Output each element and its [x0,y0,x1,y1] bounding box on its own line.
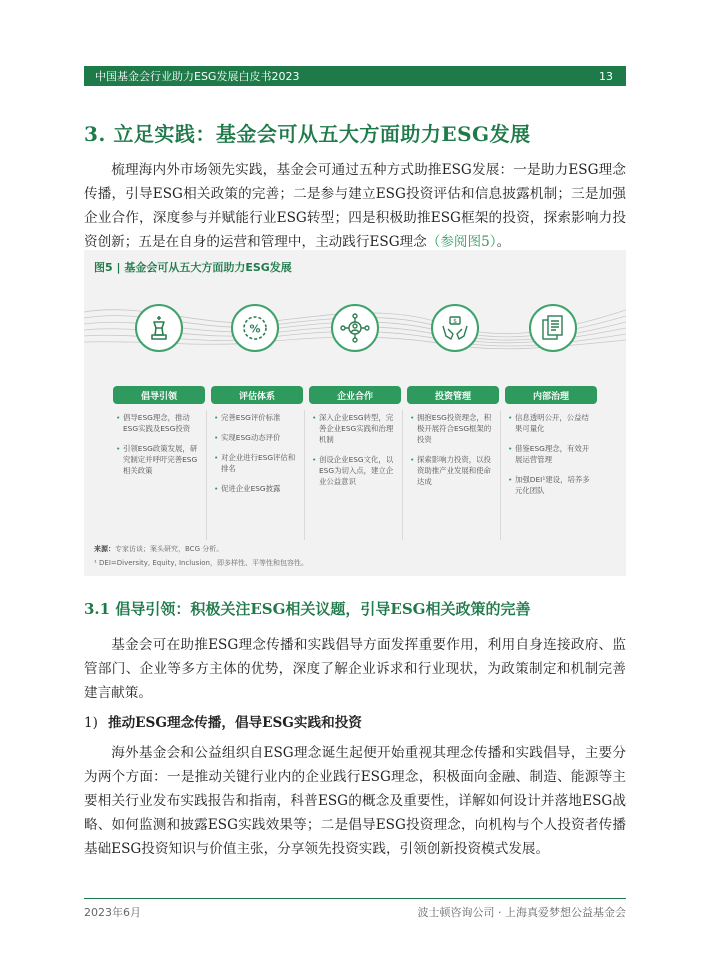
list-item: • 对企业进行ESG评估和排名 [214,452,300,474]
list-item: • 信息透明公开，公益结果可量化 [508,412,594,434]
chess-piece-icon [135,304,183,352]
para-line: 要相关行业发布实践报告和指南，科普ESG的概念及重要性，详解如何设计并落地ESG战 [84,793,626,809]
item-number: 1) [84,715,98,731]
list-item: • 引领ESG政策发展，研究制定并呼吁完善ESG相关政策 [116,443,202,476]
para-line: 企业合作，深度参与并赋能行业ESG转型；四是积极助推ESG框架的投资，探索影响力投资 [84,210,626,250]
svg-text:%: % [249,322,261,336]
para-line: 为两个方面：一是推动关键行业内的企业践行ESG理念，积极面向金融、制造、能源等主 [84,769,626,785]
list-item: • 探索影响力投资，以投资助推产业发展和使命达成 [410,454,496,487]
percent-gauge-icon [231,304,279,352]
section-title: 3. 立足实践：基金会可从五大方面助力ESG发展 [84,122,531,146]
para-line: 基础ESG投资知识与价值主张，分享领先投资实践，引领创新投资模式发展。 [84,841,550,857]
column-divider [402,410,403,540]
figure-reference-link[interactable]: （参阅图5） [426,234,497,250]
para-line: 。 [496,234,511,250]
item-title: 推动ESG理念传播，倡导ESG实践和投资 [108,715,362,731]
figure-footnote: ¹ DEI=Diversity, Equity, Inclusion，即多样性、平等性和包容性。 [94,559,308,567]
subsection-paragraph [84,633,626,705]
list-item: • 促进企业ESG披露 [214,483,300,494]
para-line: 略、如何监测和披露ESG实践效果等；二是倡导ESG投资理念，向机构与个人投资者传播 [84,817,626,833]
item-heading [84,711,362,731]
para-line: 基金会可在助推ESG理念传播和实践倡导方面发挥重要作用，利用自身连接政府、监 [111,637,626,653]
list-item: • 完善ESG评价标准 [214,412,300,423]
pill-advocacy: 倡导引领 [113,386,205,404]
list-item: • 创设企业ESG文化，以ESG为切入点，建立企业公益意识 [312,454,398,487]
para-line: 传播，引导ESG相关政策的完善；二是参与建立ESG投资评估和信息披露机制；三是加强 [84,186,626,202]
document-title: 中国基金会行业助力ESG发展白皮书2023 [95,70,300,83]
svg-text:$: $ [453,318,457,325]
enterprise-cooperation-list [312,412,398,496]
list-item: • 拥抱ESG投资理念，积极开展符合ESG框架的投资 [410,412,496,445]
figure-5 [84,250,626,576]
column-divider [304,410,305,540]
column-divider [206,410,207,540]
investment-management-list [410,412,496,496]
list-item: • 深入企业ESG转型，完善企业ESG实践和治理机制 [312,412,398,445]
footer-date: 2023年6月 [84,906,141,919]
pill-enterprise-cooperation: 企业合作 [309,386,401,404]
list-item: • 实现ESG动态评价 [214,432,300,443]
network-people-icon [331,304,379,352]
section-paragraph [84,158,626,254]
advocacy-list [116,412,202,485]
item-paragraph [84,741,626,861]
list-item: • 加强DEI¹建设，培养多元化团队 [508,474,594,496]
pill-investment-management: 投资管理 [407,386,499,404]
para-line: 管部门、企业等多方主体的优势，深度了解企业诉求和行业现状，为政策制定和机制完善 [84,661,626,677]
list-item: • 借鉴ESG理念，有效开展运营管理 [508,443,594,465]
hands-money-icon [431,304,479,352]
subsection-title: 3.1 倡导引领：积极关注ESG相关议题，引导ESG相关政策的完善 [84,600,531,618]
pill-internal-governance: 内部治理 [505,386,597,404]
header-bar [84,66,626,86]
para-line: 梳理海内外市场领先实践，基金会可通过五种方式助推ESG发展：一是助力ESG理念 [111,162,626,178]
figure-title: 图5 | 基金会可从五大方面助力ESG发展 [94,261,292,274]
para-line: 创新；五是在自身的运营和管理中，主动践行ESG理念 [97,234,427,250]
column-divider [500,410,501,540]
page-number: 13 [599,69,613,83]
footer-organizations: 波士顿咨询公司 · 上海真爱梦想公益基金会 [417,906,626,919]
internal-governance-list [508,412,594,505]
footer-divider [84,898,626,899]
list-item: • 倡导ESG理念，推动ESG实践及ESG投资 [116,412,202,434]
para-line: 建言献策。 [84,685,152,701]
source-text: 专家访谈；案头研究，BCG 分析。 [115,545,224,553]
para-line: 海外基金会和公益组织自ESG理念诞生起便开始重视其理念传播和实践倡导，主要分 [111,745,626,761]
figure-source [94,544,223,554]
pill-evaluation: 评估体系 [211,386,303,404]
source-label: 来源： [94,545,115,553]
documents-icon [529,304,577,352]
evaluation-list [214,412,300,503]
